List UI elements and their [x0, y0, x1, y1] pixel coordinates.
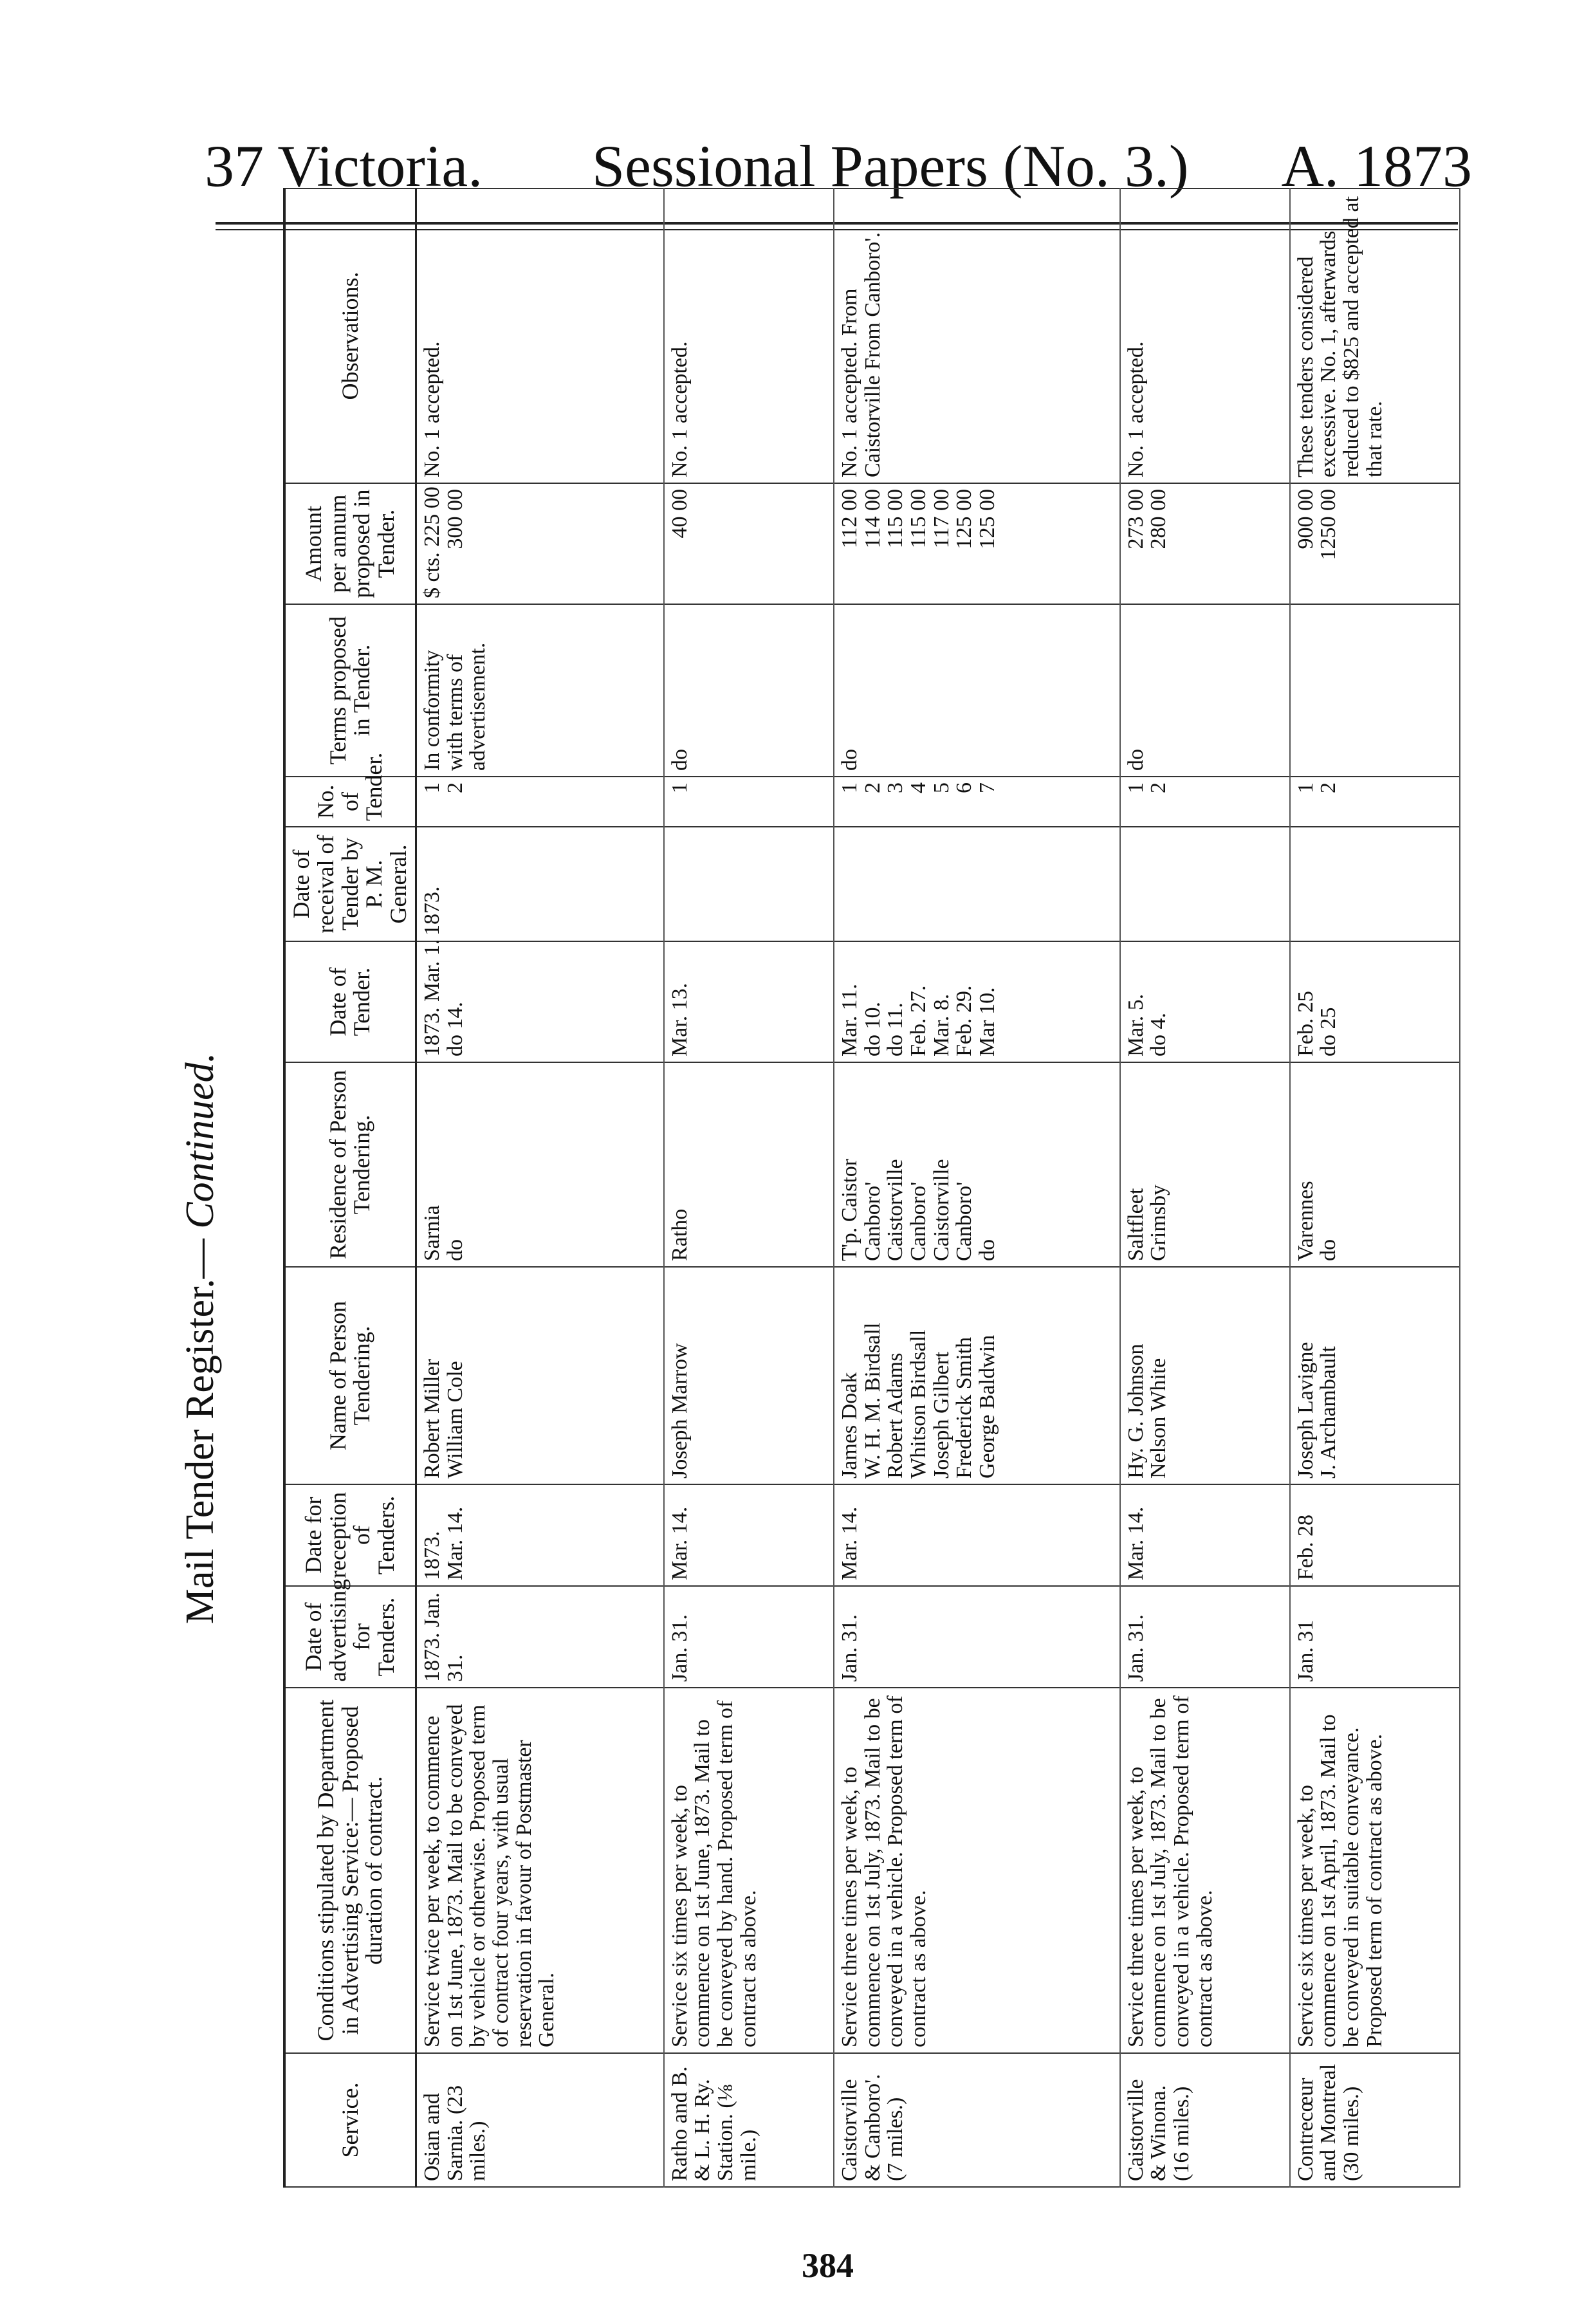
col-conditions-header: Conditions stipulated by Department in Advertising Service:— Proposed duration of contract.: [284, 1688, 416, 2053]
tender-date-cell: do 11.: [883, 1002, 908, 1056]
page-number: 384: [802, 2246, 854, 2285]
residence-cell: do: [443, 1239, 467, 1261]
residence-cell: do: [1316, 1239, 1341, 1261]
tender-date-cell: do 25: [1316, 1007, 1341, 1056]
name-cell: Frederick Smith: [952, 1336, 977, 1479]
received-date-cell-list: [834, 827, 1120, 941]
residence-cell: Caistorville: [883, 1159, 908, 1261]
terms-cell: do: [667, 749, 692, 771]
page-title: [178, 856, 235, 1821]
name-cell-list: [664, 1267, 834, 1484]
residence-cell-list: [1290, 1062, 1460, 1267]
amount-cell: 112 00: [837, 489, 861, 549]
name-cell: Robert Adams: [883, 1352, 908, 1479]
date-rec-cell: Mar. 14.: [664, 1484, 834, 1586]
tender-no-cell: 1: [1293, 782, 1318, 793]
tender-date-cell-list: [1120, 941, 1290, 1062]
date-rec-cell: Mar. 14.: [834, 1484, 1120, 1586]
name-cell: Joseph Marrow: [667, 1343, 692, 1479]
tender-date-cell: Feb. 29.: [952, 985, 977, 1056]
name-cell: James Doak: [837, 1372, 861, 1479]
col-no-header: No. of Tender.: [284, 777, 416, 827]
tender-no-cell: 4: [907, 782, 931, 793]
name-cell: Hy. G. Johnson: [1123, 1343, 1148, 1479]
received-date-cell-list: [664, 827, 834, 941]
observations-cell: No. 1 accepted.: [416, 189, 663, 483]
amount-cell-list: [1120, 483, 1290, 604]
name-cell-list: [834, 1267, 1120, 1484]
col-observations-header: Observations.: [284, 189, 416, 483]
col-name-header: Name of Person Tendering.: [284, 1267, 416, 1484]
observations-cell: No. 1 accepted.: [664, 189, 834, 483]
date-adv-cell: Jan. 31.: [664, 1586, 834, 1688]
table-row: [416, 189, 663, 2187]
residence-cell: do: [975, 1239, 1000, 1261]
tender-date-cell: do 10.: [860, 1002, 885, 1056]
terms-cell: do: [1123, 749, 1148, 771]
residence-cell: Grimsby: [1146, 1185, 1171, 1261]
residence-cell: Canboro': [860, 1181, 885, 1261]
tender-no-cell-list: [664, 777, 834, 827]
tender-date-cell: Mar. 13.: [667, 982, 692, 1056]
name-cell: W. H. M. Birdsall: [860, 1322, 885, 1479]
amount-cell-list: [834, 483, 1120, 604]
amount-cell: $ cts. 225 00: [419, 486, 444, 598]
tender-no-cell-list: [1120, 777, 1290, 827]
amount-cell: 280 00: [1146, 489, 1171, 549]
table-body: [416, 189, 1460, 2187]
name-cell-list: [416, 1267, 663, 1484]
tender-no-cell-list: [1290, 777, 1460, 827]
conditions-cell: Service three times per week, to commence on 1st July, 1873. Mail to be conveyed in a vehicle. Proposed term of contract as above.: [1120, 1688, 1290, 2053]
date-rec-cell: 1873. Mar. 14.: [416, 1484, 663, 1586]
amount-cell: 273 00: [1123, 489, 1148, 549]
table-header-row: [284, 189, 416, 2187]
tender-date-cell: Mar 10.: [975, 987, 1000, 1056]
received-date-cell-list: [416, 827, 663, 941]
tender-table: [283, 188, 1460, 2188]
name-cell: George Baldwin: [975, 1334, 1000, 1479]
tender-date-cell: do 14.: [443, 1002, 467, 1056]
name-cell: Robert Miller: [419, 1358, 444, 1479]
tender-date-cell: Mar. 5.: [1123, 993, 1148, 1056]
service-cell: Caistorville & Winona. (16 miles.): [1120, 2053, 1290, 2187]
table-row: [664, 189, 834, 2187]
header-center: Sessional Papers (No. 3.): [592, 133, 1189, 199]
tender-table-container: [283, 196, 1460, 2188]
service-cell: Osian and Sarnia. (23 miles.): [416, 2053, 663, 2187]
date-rec-cell: Mar. 14.: [1120, 1484, 1290, 1586]
tender-date-cell: Mar. 8.: [929, 993, 953, 1056]
tender-no-cell: 3: [883, 782, 908, 793]
col-residence-header: Residence of Person Tendering.: [284, 1062, 416, 1267]
name-cell: J. Archambault: [1316, 1346, 1341, 1479]
date-adv-cell: 1873. Jan. 31.: [416, 1586, 663, 1688]
residence-cell: Sarnia: [419, 1205, 444, 1261]
amount-cell: 40 00: [667, 489, 692, 539]
conditions-cell: Service three times per week, to commence on 1st July, 1873. Mail to be conveyed in a vehicle. Proposed term of contract as above.: [834, 1688, 1120, 2053]
tender-date-cell: Mar. 11.: [837, 983, 861, 1056]
col-date-adv-header: Date of advertising for Tenders.: [284, 1586, 416, 1688]
tender-no-cell: 2: [443, 782, 467, 793]
residence-cell: Canboro': [907, 1181, 931, 1261]
tender-no-cell-list: [416, 777, 663, 827]
amount-cell: 125 00: [952, 489, 977, 549]
tender-no-cell: 1: [1123, 782, 1148, 793]
amount-cell-list: [664, 483, 834, 604]
tender-no-cell: 1: [837, 782, 861, 793]
header-right: A. 1873: [1281, 133, 1472, 199]
name-cell: Joseph Gilbert: [929, 1351, 953, 1479]
amount-cell: 1250 00: [1316, 489, 1341, 560]
conditions-cell: Service six times per week, to commence on 1st April, 1873. Mail to be conveyed in suitable conveyance. Proposed term of contract as above.: [1290, 1688, 1460, 2053]
received-date-cell-list: [1290, 827, 1460, 941]
table-row: [1120, 189, 1290, 2187]
name-cell: Joseph Lavigne: [1293, 1342, 1318, 1479]
tender-no-cell: 7: [975, 782, 1000, 793]
date-adv-cell: Jan. 31: [1290, 1586, 1460, 1688]
tender-date-cell: 1873. Mar. 1.: [419, 939, 444, 1056]
terms-cell: do: [837, 749, 861, 771]
tender-no-cell: 6: [952, 782, 977, 793]
tender-no-cell: 2: [1316, 782, 1341, 793]
service-cell: Contrecœur and Montreal (30 miles.): [1290, 2053, 1460, 2187]
service-cell: Ratho and B. & L. H. Ry. Station. (⅛ mile.): [664, 2053, 834, 2187]
tender-no-cell: 2: [1146, 782, 1171, 793]
header-left: 37 Victoria.: [205, 133, 483, 199]
col-date-rec-header: Date for reception of Tenders.: [284, 1484, 416, 1586]
tender-date-cell: do 4.: [1146, 1013, 1171, 1056]
conditions-cell: Service six times per week, to commence on 1st June, 1873. Mail to be conveyed by hand. Proposed term of contract as above.: [664, 1688, 834, 2053]
amount-cell-list: [1290, 483, 1460, 604]
residence-cell: T'p. Caistor: [837, 1158, 861, 1261]
amount-cell: 114 00: [860, 489, 885, 549]
tender-date-cell-list: [416, 941, 663, 1062]
tender-no-cell-list: [834, 777, 1120, 827]
amount-cell: 115 00: [883, 489, 908, 549]
service-cell: Caistorville & Canboro'. (7 miles.): [834, 2053, 1120, 2187]
amount-cell: 117 00: [929, 489, 953, 549]
date-rec-cell: Feb. 28: [1290, 1484, 1460, 1586]
terms-cell-list: [664, 604, 834, 777]
date-adv-cell: Jan. 31.: [834, 1586, 1120, 1688]
name-cell: Whitson Birdsall: [907, 1329, 931, 1479]
tender-date-cell-list: [1290, 941, 1460, 1062]
received-date-cell: 1873.: [419, 886, 444, 936]
residence-cell: Canboro': [952, 1181, 977, 1261]
tender-no-cell: 5: [929, 782, 953, 793]
col-amount-header: Amount per annum proposed in Tender.: [284, 483, 416, 604]
residence-cell: Ratho: [667, 1208, 692, 1261]
observations-cell: No. 1 accepted.: [1120, 189, 1290, 483]
col-terms-header: Terms proposed in Tender.: [284, 604, 416, 777]
amount-cell-list: [416, 483, 663, 604]
residence-cell-list: [834, 1062, 1120, 1267]
observations-cell: No. 1 accepted. From Caistorville From Canboro'.: [834, 189, 1120, 483]
conditions-cell: Service twice per week, to commence on 1st June, 1873. Mail to be conveyed by vehicle or otherwise. Proposed term of contract four years, with usual reservation in favour of Postmaster General.: [416, 1688, 663, 2053]
tender-no-cell: 1: [419, 782, 444, 793]
residence-cell: Caistorville: [929, 1159, 953, 1261]
col-service-header: Service.: [284, 2053, 416, 2187]
name-cell: William Cole: [443, 1361, 467, 1479]
tender-no-cell: 2: [860, 782, 885, 793]
col-date-tender-header: Date of Tender.: [284, 941, 416, 1062]
observations-cell: These tenders considered excessive. No. 1, afterwards reduced to $825 and accepted at that rate.: [1290, 189, 1460, 483]
tender-date-cell-list: [834, 941, 1120, 1062]
date-adv-cell: Jan. 31.: [1120, 1586, 1290, 1688]
amount-cell: 900 00: [1293, 489, 1318, 549]
residence-cell-list: [664, 1062, 834, 1267]
title-suffix: Continued.: [178, 1052, 222, 1229]
residence-cell: Varennes: [1293, 1181, 1318, 1261]
amount-cell: 125 00: [975, 489, 1000, 549]
tender-date-cell: Feb. 27.: [907, 985, 931, 1056]
tender-date-cell-list: [664, 941, 834, 1062]
table-row: [1290, 189, 1460, 2187]
name-cell-list: [1120, 1267, 1290, 1484]
terms-cell-list: [1120, 604, 1290, 777]
title-text: Mail Tender Register.—: [178, 1239, 222, 1625]
terms-cell-list: [1290, 604, 1460, 777]
amount-cell: 115 00: [907, 489, 931, 549]
name-cell-list: [1290, 1267, 1460, 1484]
terms-cell-list: [416, 604, 663, 777]
tender-no-cell: 1: [667, 782, 692, 793]
terms-cell-list: [834, 604, 1120, 777]
col-date-received-header: Date of receival of Tender by P. M. General.: [284, 827, 416, 941]
name-cell: Nelson White: [1146, 1358, 1171, 1479]
residence-cell-list: [1120, 1062, 1290, 1267]
residence-cell: Saltfleet: [1123, 1188, 1148, 1261]
tender-date-cell: Feb. 25: [1293, 991, 1318, 1056]
terms-cell: In conformity with terms of advertisement.: [419, 642, 490, 771]
amount-cell: 300 00: [443, 489, 467, 549]
received-date-cell-list: [1120, 827, 1290, 941]
residence-cell-list: [416, 1062, 663, 1267]
table-row: [834, 189, 1120, 2187]
